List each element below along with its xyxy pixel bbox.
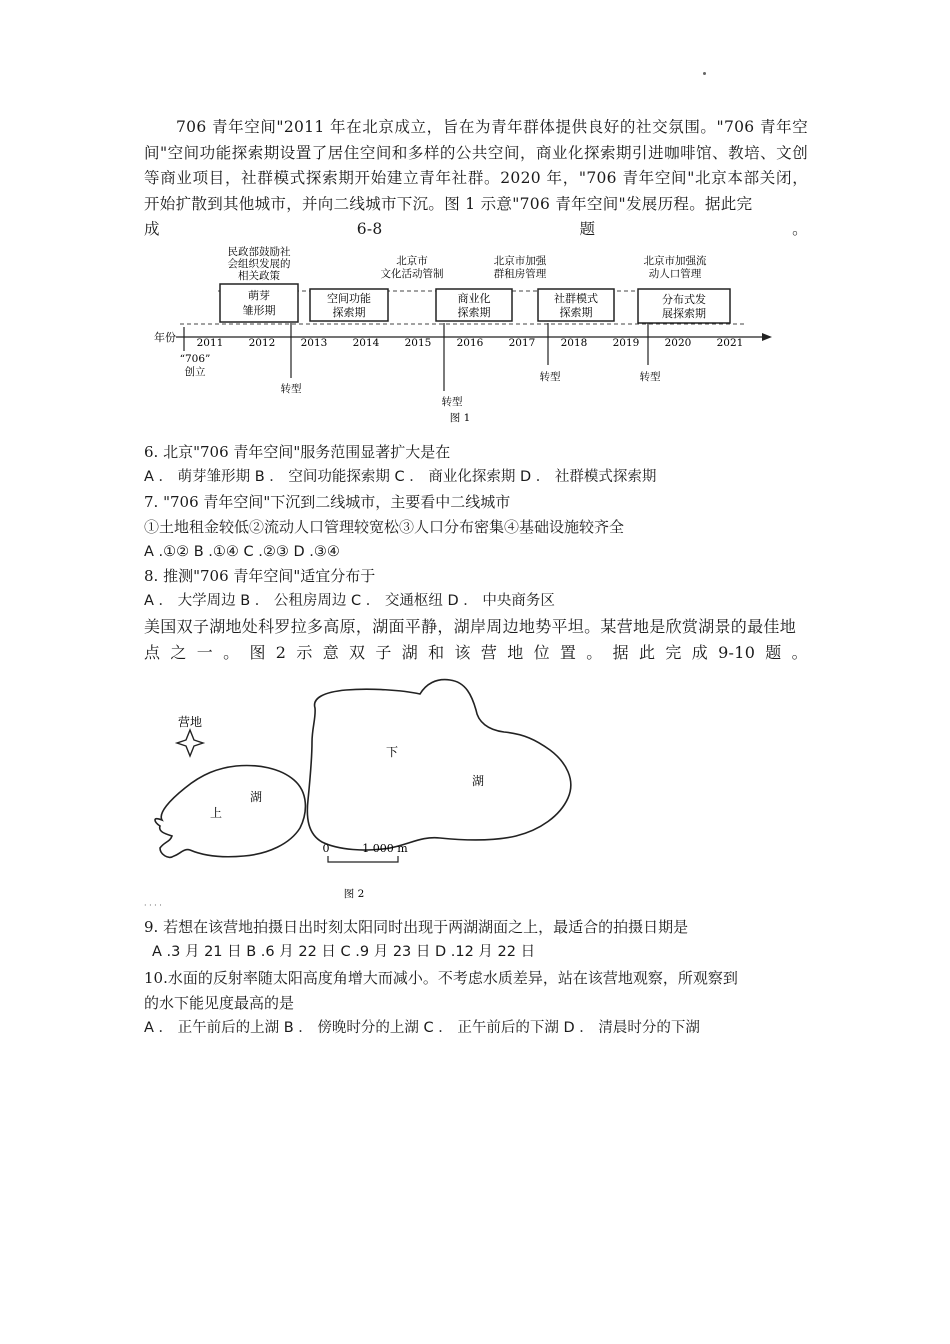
axis-arrow-icon [762, 333, 772, 341]
policy-note [381, 254, 444, 280]
intro-paragraph [144, 115, 808, 243]
q10-options: A ． 正午前后的上湖 B ． 傍晚时分的上湖 C ． 正午前后的下湖 D ． 清晨时分的下湖 [144, 1020, 700, 1036]
scale-zero: 0 [322, 842, 330, 855]
lower-lake [307, 680, 570, 850]
closing-word: 置 [559, 642, 577, 662]
axis-label: 年份 [154, 331, 176, 344]
policy-note [228, 245, 291, 282]
q9-options: A .3 月 21 日 B .6 月 22 日 C .9 月 23 日 D .12 月 22 日 [152, 944, 536, 960]
closing-word: 示 [296, 642, 313, 662]
closing-word: 此 [639, 642, 656, 662]
stage-label: 展探索期 [662, 307, 706, 320]
founding-label: “706” [179, 353, 211, 365]
upper-lake-label: 上 [210, 806, 223, 820]
closing-word: 图 [249, 642, 266, 662]
upper-lake-label: 湖 [250, 790, 263, 804]
year-label: 2014 [352, 337, 380, 349]
policy-note [494, 254, 547, 280]
transition-marker [442, 323, 463, 408]
year-label: 2019 [612, 337, 640, 349]
stage-label: 商业化 [457, 292, 491, 305]
closing-word: 完 [665, 642, 682, 662]
stage-box [310, 289, 388, 321]
lower-lake-label: 湖 [472, 774, 485, 788]
closing-word: 据 [612, 642, 629, 662]
intro2-closing-line [144, 640, 808, 666]
closing-word: 一 [196, 642, 214, 662]
upper-lake [155, 766, 305, 858]
closing-word: 位 [533, 642, 550, 662]
camp-label: 营地 [177, 715, 203, 729]
year-label: 2015 [404, 337, 432, 349]
year-label: 2021 [716, 337, 744, 349]
scale-bar [328, 856, 398, 862]
year-label: 2020 [664, 337, 692, 349]
stage-label: 社群模式 [554, 292, 598, 305]
stage-label: 萌芽 [248, 289, 270, 302]
intro2-paragraph [144, 614, 808, 665]
stage-box [638, 289, 730, 323]
closing-word: 成 [691, 642, 709, 662]
transition-label: 转型 [280, 383, 302, 395]
intro-body: 706 青年空间"2011 年在北京成立，旨在为青年群体提供良好的社交氛围。"706 青年空间"空间功能探索期设置了居住空间和多样的公共空间，商业化探索期引进咖啡馆、教培、文创等商业项目，社群模式探索期开始建立青年社群。2020 年，"706 青年空间"北京本部关闭，开始扩散到其他城市，并向二线城市下沉。图 1 示意"706 青年空间"发展历程。据此完 [144, 118, 808, 213]
closing-word: 和 [428, 642, 445, 662]
margin-dots: · · · · [144, 901, 162, 910]
stage-label: 空间功能 [327, 292, 371, 305]
figure-2-map [140, 670, 610, 910]
transition-label: 转型 [441, 396, 463, 408]
year-label: 2016 [456, 337, 484, 349]
q8-stem: 8. 推测"706 青年空间"适宜分布于 [144, 567, 376, 585]
stage-label: 雏形期 [242, 304, 276, 317]
closing-word: 湖 [401, 642, 419, 662]
closing-word: 。 [792, 220, 808, 238]
closing-word: 之 [170, 642, 187, 662]
transition-marker [640, 323, 661, 383]
figure-caption: 图 2 [343, 888, 365, 900]
q9-stem: 9. 若想在该营地拍摄日出时刻太阳同时出现于两湖湖面之上，最适合的拍摄日期是 [144, 918, 689, 936]
q8-options: A ． 大学周边 B ． 公租房周边 C ． 交通枢纽 D ． 中央商务区 [144, 593, 555, 609]
q6-stem: 6. 北京"706 青年空间"服务范围显著扩大是在 [144, 443, 451, 461]
policy-text: 北京市加强 [493, 255, 547, 267]
policy-note [644, 254, 707, 280]
closing-word: 双 [349, 642, 366, 662]
transition-label: 转型 [639, 371, 661, 383]
transition-marker [281, 323, 302, 395]
year-label: 2011 [196, 337, 224, 349]
closing-word: 题 [765, 642, 782, 662]
closing-word: 9-10 [718, 642, 756, 662]
intro-closing-line [144, 217, 808, 243]
closing-word: 地 [507, 642, 524, 662]
closing-word: 题 [579, 220, 596, 238]
q6-options: A ． 萌芽雏形期 B ． 空间功能探索期 C ． 商业化探索期 D ． 社群模式探索期 [144, 469, 657, 485]
year-label: 2017 [508, 337, 536, 349]
scale-label: 1 000 m [362, 842, 408, 855]
policy-text: 北京市 [396, 255, 428, 267]
year-label: 2018 [560, 337, 588, 349]
closing-word: 。 [586, 642, 603, 662]
stage-box [220, 284, 298, 322]
page-mark [703, 72, 706, 75]
q7-options: A .①② B .①④ C .②③ D .③④ [144, 544, 340, 560]
founding-label: 创立 [184, 366, 206, 378]
stage-label: 探索期 [332, 306, 366, 319]
closing-word: 2 [275, 642, 287, 662]
closing-word: 该 [454, 642, 471, 662]
closing-word: 意 [322, 642, 339, 662]
camp-star-icon [177, 730, 203, 756]
closing-word: 。 [223, 642, 240, 662]
policy-text: 动人口管理 [648, 268, 702, 280]
stage-box [538, 289, 614, 321]
policy-text: 民政部鼓励社 [227, 246, 291, 258]
closing-word: 6-8 [356, 220, 383, 238]
policy-text: 群租房管理 [493, 268, 547, 280]
transition-marker [540, 323, 561, 383]
policy-text: 文化活动管制 [380, 268, 444, 280]
q10-stem-line2: 的水下能见度最高的是 [144, 994, 295, 1012]
stage-label: 探索期 [559, 306, 593, 319]
policy-text: 相关政策 [238, 270, 280, 282]
year-ticks [197, 337, 744, 349]
figure-1-timeline [140, 240, 790, 430]
q7-stem: 7. "706 青年空间"下沉到二线城市，主要看中二线城市 [144, 493, 511, 511]
closing-word: 。 [791, 642, 808, 662]
transition-label: 转型 [539, 371, 561, 383]
year-label: 2012 [248, 337, 276, 349]
closing-word: 子 [375, 642, 392, 662]
policy-text: 北京市加强流 [643, 255, 707, 267]
stage-box [436, 289, 512, 321]
closing-word: 成 [144, 220, 160, 238]
stage-label: 探索期 [457, 306, 491, 319]
intro2-body: 美国双子湖地处科罗拉多高原，湖面平静，湖岸周边地势平坦。某营地是欣赏湖景的最佳地 [144, 617, 797, 636]
closing-word: 营 [480, 642, 498, 662]
stage-label: 分布式发 [662, 293, 706, 306]
q7-items: ①土地租金较低②流动人口管理较宽松③人口分布密集④基础设施较齐全 [144, 518, 625, 536]
q10-stem-line1: 10.水面的反射率随太阳高度角增大而减小。不考虑水质差异，站在该营地观察，所观察到 [144, 969, 738, 987]
figure-caption: 图 1 [449, 412, 471, 424]
closing-word: 点 [144, 642, 161, 662]
policy-text: 会组织发展的 [227, 258, 291, 270]
lower-lake-label: 下 [386, 745, 399, 759]
year-label: 2013 [300, 337, 328, 349]
